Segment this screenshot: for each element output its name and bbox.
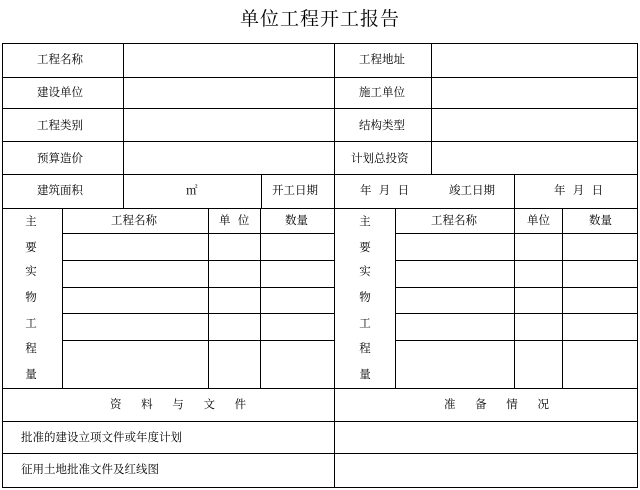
header-quantity-left: 数量 [285, 213, 308, 227]
side-char: 物 [25, 290, 37, 304]
header-project-name-left: 工程名称 [111, 213, 157, 227]
docs-item-land: 征用土地批准文件及红线图 [21, 462, 159, 476]
header-unit-left: 单 位 [219, 213, 250, 227]
label-planned-investment: 计划总投资 [351, 151, 409, 165]
area-unit: ㎡ [186, 183, 198, 197]
row-divider [2, 108, 638, 109]
table-border-left [2, 43, 3, 488]
col-divider [514, 174, 515, 208]
side-char: 主 [25, 214, 37, 228]
completion-date-ymd: 年 月 日 [554, 183, 604, 197]
header-project-name-right: 工程名称 [431, 213, 477, 227]
row-divider [2, 487, 638, 488]
col-divider [514, 208, 515, 388]
works-row-divider [62, 233, 334, 234]
side-char: 物 [359, 290, 371, 304]
row-divider [2, 453, 638, 454]
header-unit-right: 单位 [527, 213, 550, 227]
col-divider [260, 208, 261, 388]
row-divider [2, 77, 638, 78]
col-divider [562, 208, 563, 388]
table-border-top [2, 43, 638, 44]
label-project-type: 工程类别 [37, 118, 83, 132]
label-completion-date: 竣工日期 [449, 183, 495, 197]
works-row-divider [395, 233, 638, 234]
col-divider [208, 208, 209, 388]
works-row-divider [62, 313, 334, 314]
works-row-divider [62, 287, 334, 288]
label-structure-type: 结构类型 [359, 118, 405, 132]
side-char: 实 [25, 264, 37, 278]
col-divider [123, 43, 124, 208]
page-title: 单位工程开工报告 [239, 8, 400, 30]
side-char: 工 [25, 316, 37, 330]
row-divider [2, 388, 638, 389]
side-char: 程 [359, 341, 371, 355]
label-construction-unit: 施工单位 [359, 85, 405, 99]
row-divider [2, 141, 638, 142]
row-divider [2, 174, 638, 175]
side-char: 主 [359, 214, 371, 228]
start-date-ymd: 年 月 日 [360, 183, 410, 197]
side-char: 量 [359, 367, 371, 381]
label-start-date: 开工日期 [272, 183, 318, 197]
works-row-divider [395, 340, 638, 341]
works-row-divider [395, 260, 638, 261]
side-char: 要 [25, 240, 37, 254]
docs-item-approval: 批准的建设立项文件或年度计划 [21, 430, 182, 444]
side-char: 要 [359, 240, 371, 254]
row-divider [2, 421, 638, 422]
side-char: 实 [359, 264, 371, 278]
row-divider [2, 208, 638, 209]
col-divider [62, 208, 63, 388]
side-char: 量 [25, 367, 37, 381]
label-budget-cost: 预算造价 [37, 151, 83, 165]
works-row-divider [395, 313, 638, 314]
header-quantity-right: 数量 [589, 213, 612, 227]
col-divider [261, 174, 262, 208]
label-building-area: 建筑面积 [37, 183, 83, 197]
col-divider [334, 43, 335, 488]
docs-header-left: 资 料 与 文 件 [110, 397, 255, 411]
side-char: 程 [25, 341, 37, 355]
docs-header-right: 准 备 情 况 [444, 397, 557, 411]
works-row-divider [62, 340, 334, 341]
col-divider [395, 208, 396, 388]
label-project-address: 工程地址 [359, 52, 405, 66]
label-project-name: 工程名称 [37, 52, 83, 66]
table-border-right [637, 43, 638, 488]
label-builder-unit: 建设单位 [37, 85, 83, 99]
works-row-divider [395, 287, 638, 288]
col-divider [431, 43, 432, 174]
side-char: 工 [359, 316, 371, 330]
works-row-divider [62, 260, 334, 261]
